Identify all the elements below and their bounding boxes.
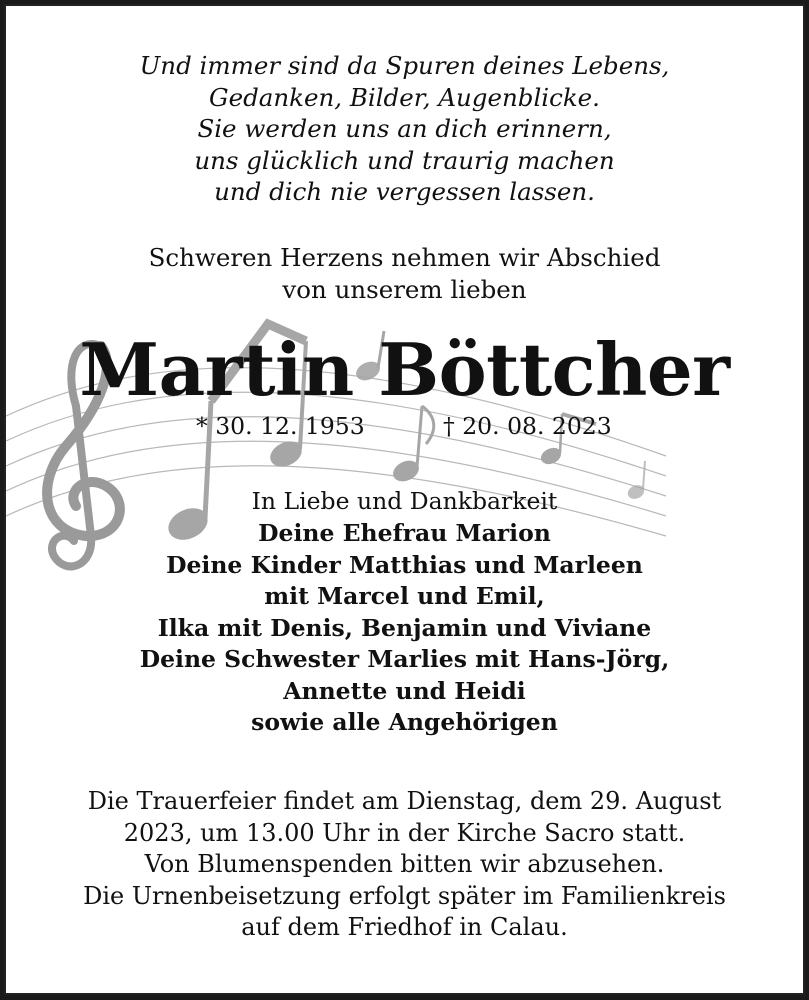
poem-line: Gedanken, Bilder, Augenblicke. [209, 82, 600, 112]
intro-line: Schweren Herzens nehmen wir Abschied [148, 243, 661, 272]
gratitude-line: In Liebe und Dankbarkeit [251, 487, 558, 515]
info-line: Die Trauerfeier findet am Dienstag, dem 29. August [87, 787, 722, 815]
birth-date: * 30. 12. 1953 [196, 412, 365, 440]
mourner-line: Annette und Heidi [283, 676, 526, 705]
poem-line: uns glücklich und traurig machen [194, 145, 615, 175]
funeral-info [6, 786, 803, 944]
info-line: 2023, um 13.00 Uhr in der Kirche Sacro statt. [123, 818, 686, 847]
death-date: † 20. 08. 2023 [443, 412, 612, 440]
mourner-line: sowie alle Angehörigen [251, 708, 558, 736]
intro-line: von unserem lieben [282, 274, 527, 304]
poem-verse [6, 50, 803, 208]
deceased-name: Martin Böttcher [79, 327, 730, 412]
mourner-line: Ilka mit Denis, Benjamin und Viviane [157, 613, 652, 642]
mourner-line: Deine Kinder Matthias und Marleen [166, 550, 643, 579]
farewell-intro [6, 242, 803, 305]
poem-line: Und immer sind da Spuren deines Lebens, [139, 51, 670, 80]
info-line: auf dem Friedhof in Calau. [241, 913, 568, 941]
info-line: Die Urnenbeisetzung erfolgt später im Familienkreis [83, 881, 726, 910]
info-line: Von Blumenspenden bitten wir abzusehen. [144, 850, 665, 878]
obituary-notice [4, 4, 805, 995]
poem-line: und dich nie vergessen lassen. [214, 177, 595, 206]
mourner-line: mit Marcel und Emil, [264, 582, 545, 610]
poem-line: Sie werden uns an dich erinnern, [197, 114, 612, 143]
mourner-line: Deine Ehefrau Marion [258, 519, 551, 547]
mourners-list [6, 518, 803, 739]
mourner-line: Deine Schwester Marlies mit Hans-Jörg, [139, 645, 670, 673]
